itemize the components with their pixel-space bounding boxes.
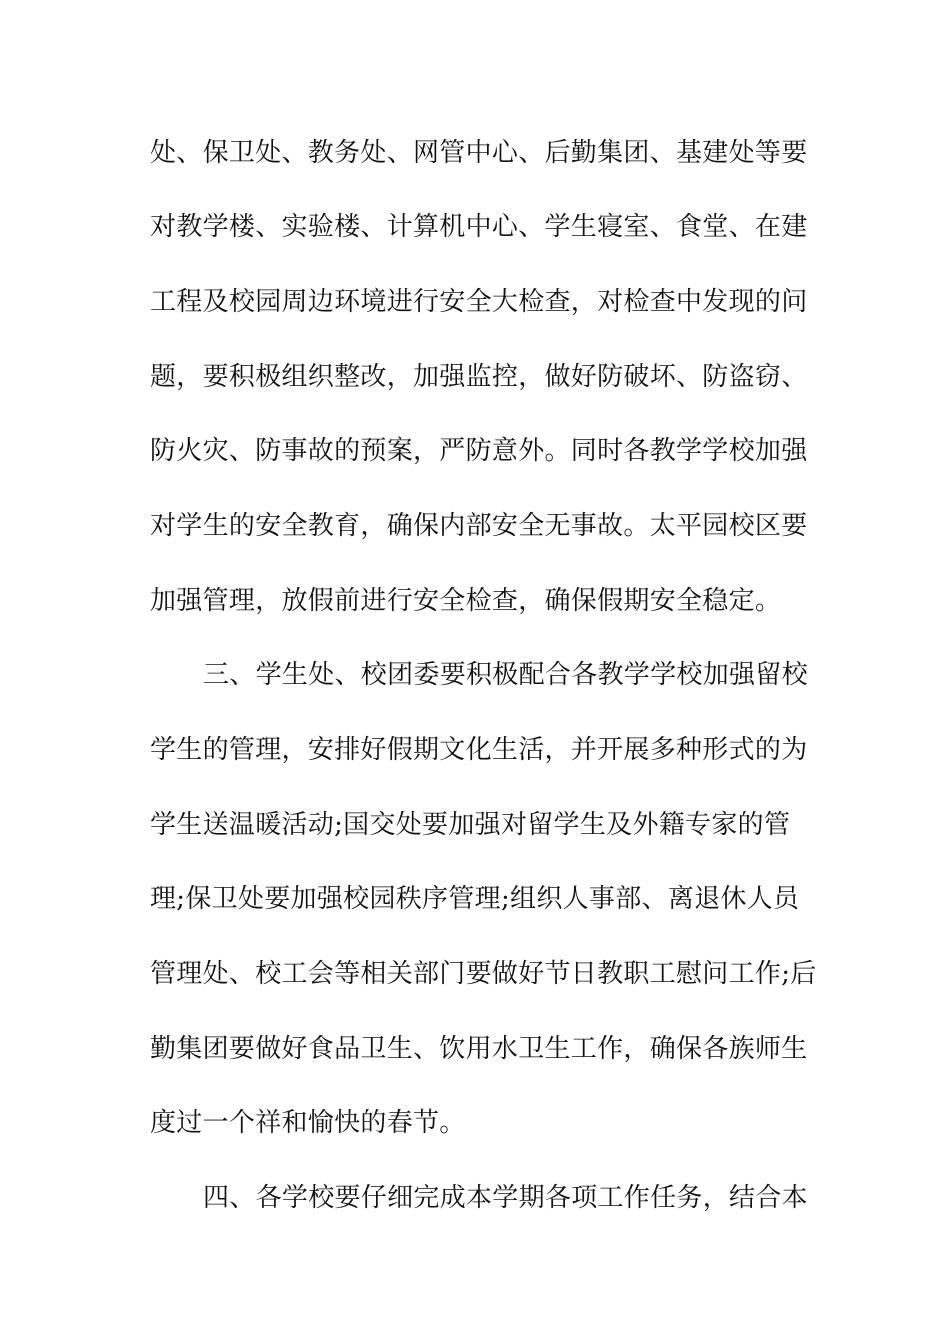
text-line: 管理处、校工会等相关部门要做好节日教职工慰问工作;后 [150, 959, 817, 989]
text-line: 题，要积极组织整改，加强监控，做好防破坏、防盗窃、 [150, 362, 808, 392]
text-line: 学生的管理，安排好假期文化生活，并开展多种形式的为 [150, 735, 808, 765]
text-line: 对教学楼、实验楼、计算机中心、学生寝室、食堂、在建 [150, 212, 808, 242]
text-line: 对学生的安全教育，确保内部安全无事故。太平园校区要 [150, 511, 808, 541]
text-line: 勤集团要做好食品卫生、饮用水卫生工作，确保各族师生 [150, 1034, 808, 1064]
paragraph-start-line: 三、学生处、校团委要积极配合各教学学校加强留校 [203, 660, 808, 690]
text-line: 防火灾、防事故的预案，严防意外。同时各教学学校加强 [150, 436, 808, 466]
text-line: 度过一个祥和愉快的春节。 [150, 1108, 466, 1138]
paragraph-start-line: 四、各学校要仔细完成本学期各项工作任务，结合本 [203, 1183, 808, 1213]
text-line: 理;保卫处要加强校园秩序管理;组织人事部、离退休人员 [150, 884, 800, 914]
text-line: 处、保卫处、教务处、网管中心、后勤集团、基建处等要 [150, 138, 808, 168]
text-line: 学生送温暖活动;国交处要加强对留学生及外籍专家的管 [150, 810, 791, 840]
text-line: 加强管理，放假前进行安全检查，确保假期安全稳定。 [150, 586, 782, 616]
text-line: 工程及校园周边环境进行安全大检查，对检查中发现的问 [150, 287, 808, 317]
